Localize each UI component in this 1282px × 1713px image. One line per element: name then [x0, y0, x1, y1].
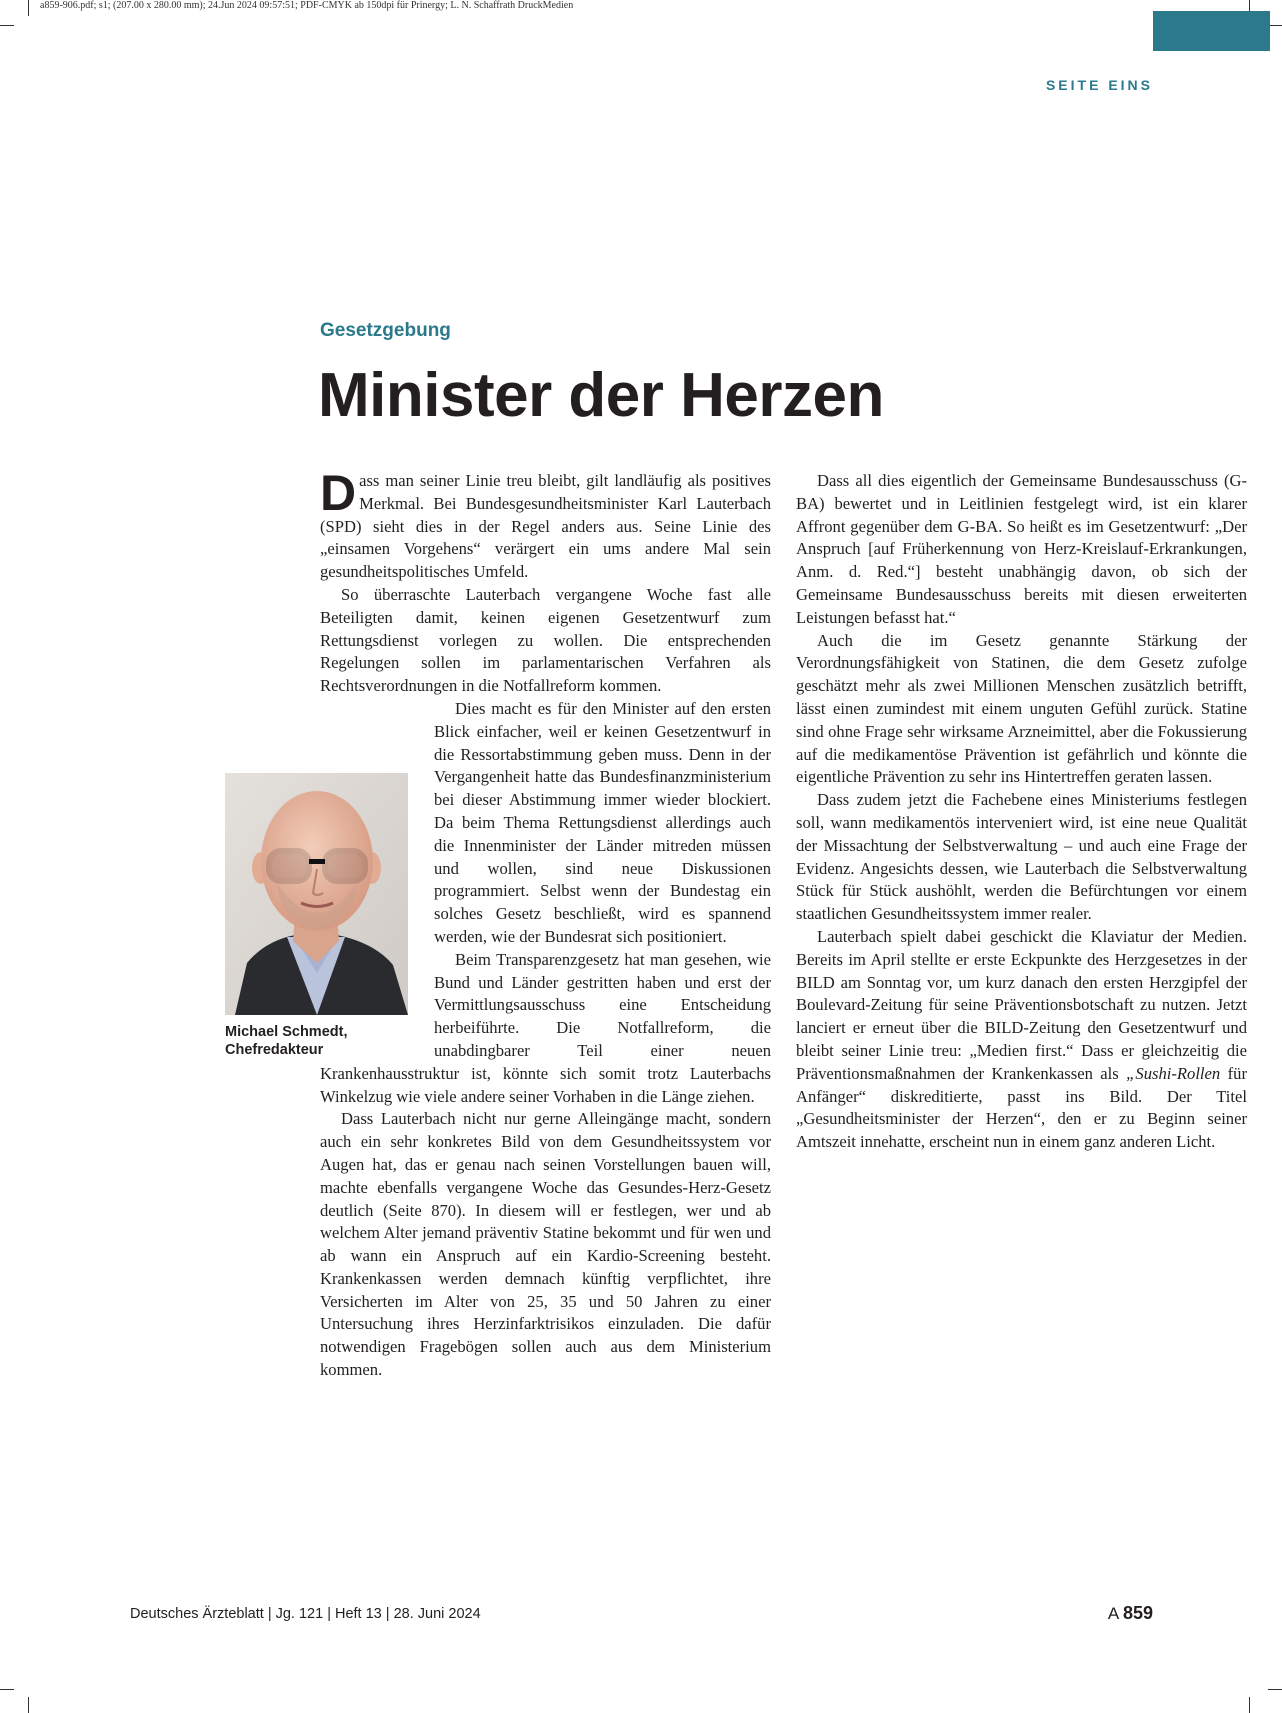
page-prefix: A — [1107, 1604, 1119, 1623]
article-headline: Minister der Herzen — [318, 361, 884, 430]
drop-cap: D — [320, 465, 357, 521]
crop-mark-bottom-left-h — [0, 1689, 14, 1690]
photo-caption — [225, 1023, 347, 1059]
print-slug: a859-906.pdf; s1; (207.00 x 280.00 mm); 24.Jun 2024 09:57:51; PDF-CMYK ab 150dpi für Prinergy; L. N. Schaffrath DruckMedien — [40, 0, 574, 11]
caption-role: Chefredakteur — [225, 1042, 324, 1058]
article-column-right — [796, 470, 1247, 1154]
paragraph-5: Dass Lauterbach nicht nur gerne Alleingänge macht, sondern auch ein sehr konkretes Bild von dem Gesundheitssystem vor Augen hat, das er genau nach seinen Vorstellungen bauen will, machte ebenfalls vergangene Woche das Gesundes-Herz-Gesetz deutlich (Seite 870). In diesem will er festlegen, wer und ab welchem Alter jemand präventiv Statine bekommt und für wen und ab wann ein Anspruch auf ein Kardio-Screening besteht. Krankenkassen werden demnach künftig verpflichtet, ihre Versicherten im Alter von 25, 35 und 50 Jahren zu einer Untersuchung ihres Herzinfarktrisikos einzuladen. Die dafür notwendigen Fragebögen sollen auch aus dem Ministerium kommen. — [320, 1109, 771, 1380]
paragraph-8: Dass zudem jetzt die Fachebene eines Ministeriums festlegen soll, wann medikamentös interveniert wird, ist eine neue Qualität der Missachtung der Selbstverwaltung – und auch eine Frage der Evidenz. Angesichts dessen, wie Lauterbach die Selbstverwaltung Stück für Stück aushöhlt, werden die Befürchtungen vor einem staatlichen Gesundheitssystem immer realer. — [796, 790, 1247, 924]
crop-mark-top-left-h — [0, 25, 14, 26]
crop-mark-bottom-right-h — [1268, 1689, 1282, 1690]
paragraph-6: Dass all dies eigentlich der Gemeinsame Bundesausschuss (G-BA) bewertet und in Leitlinien festgelegt wird, ist ein klarer Affront gegenüber dem G-BA. So heißt es im Gesetzentwurf: „Der Anspruch [auf Früherkennung von Herz-Kreislauf-Erkrankungen, Anm. d. Red.“] besteht unabhängig davon, ob sich der Gemeinsame Bundesausschuss bereits mit diesen erweiterten Leistungen befasst hat.“ — [796, 471, 1247, 627]
crop-mark-bottom-left-v — [28, 1697, 29, 1713]
paragraph-3-text: Dies macht es für den Minister auf den ersten Blick einfacher, weil er keinen Gesetzentwurf in die Ressortabstimmung geben muss. Denn in der Vergangenheit hatte das Bundesfinanzministerium bei dieser Abstimmung immer wieder blockiert. Da beim Thema Rettungsdienst allerdings auch die Innenminister der Länder mitreden müssen und wollen, sind neue Diskussionen programmiert. Selbst wenn der Bundestag ein solches Gesetz beschließt, wird es spannend werden, wie der Bundesrat sich positioniert. — [434, 698, 771, 946]
paragraph-1-text: ass man seiner Linie treu bleibt, gilt landläufig als positives Merkmal. Bei Bundesgesundheitsminister Karl Lauterbach (SPD) sieht dies in der Regel anders aus. Seine Linie des „einsamen Vorgehens“ verärgert ein ums andere Mal sein gesundheitspolitisches Umfeld. — [320, 471, 771, 582]
paragraph-9-text-a: Lauterbach spielt dabei geschickt die Klaviatur der Medien. Bereits im April stellte er erste Eckpunkte des Herzgesetzes in der BILD am Sonntag vor, um kurz danach den ersten Herzgipfel der Boulevard-Zeitung für seine Präventionsbotschaft zu nutzen. Jetzt lanciert er erneut über die BILD-Zeitung den Gesetzentwurf und bleibt seiner Linie treu: „Medien first.“ Dass er gleichzeitig die Präventionsmaßnahmen der Krankenkassen als — [796, 926, 1247, 1083]
footer-page-number — [1108, 1603, 1153, 1624]
paragraph-1 — [320, 465, 771, 584]
footer-publication: Deutsches Ärzteblatt | Jg. 121 | Heft 13 | 28. Juni 2024 — [130, 1606, 481, 1622]
paragraph-2: So überraschte Lauterbach vergangene Woche fast alle Beteiligten damit, keinen eigenen Gesetzentwurf zum Rettungsdienst vorlegen zu wollen. Die entsprechenden Regelungen sollen im parlamentarischen Verfahren als Rechtsverordnungen in die Notfallreform kommen. — [320, 584, 771, 696]
paragraph-4: Beim Transparenzgesetz hat man gesehen, wie Bund und Länder gestritten haben und erst der Vermittlungsausschuss eine Entscheidung herbeiführte. Die Notfallreform, die unabdingbarer Teil einer neuen Krankenhausstruktur ist, könnte sich somit trotz Lauterbachs Winkelzug wie viele andere seiner Vorhaben in die Länge ziehen. — [320, 949, 771, 1106]
paragraph-9-text-b: für Anfänger“ diskreditierte, passt ins Bild. Der Titel „Gesundheitsminister der Herzen“, den er zu Beginn seiner Amtszeit innehatte, erscheint nun in einem ganz anderen Licht. — [796, 1063, 1247, 1152]
caption-name: Michael Schmedt, — [225, 1024, 348, 1040]
crop-mark-top-left-v — [28, 0, 29, 16]
paragraph-9 — [796, 926, 1247, 1154]
section-label: SEITE EINS — [1045, 77, 1153, 93]
paragraph-9-italic: „Sushi-Rollen — [1126, 1063, 1221, 1083]
section-accent-box — [1153, 11, 1270, 51]
article-kicker: Gesetzgebung — [320, 320, 451, 341]
paragraph-7: Auch die im Gesetz genannte Stärkung der Verordnungsfähigkeit von Statinen, die dem Gesetz zufolge geschätzt mehr als zwei Millionen Menschen zusätzlich betrifft, lässt einen zumindest mit einem unguten Gefühl zurück. Statine sind ohne Frage sehr wirksame Arzneimittel, aber die Fokussierung auf die medikamentöse Prävention ist gefährlich und könnte die eigentliche Prävention zu sehr ins Hintertreffen geraten lassen. — [796, 630, 1247, 787]
crop-mark-bottom-right-v — [1249, 1697, 1250, 1713]
page-number: 859 — [1122, 1603, 1153, 1623]
author-portrait-photo — [225, 773, 408, 1015]
crop-mark-top-right-h — [1268, 25, 1282, 26]
